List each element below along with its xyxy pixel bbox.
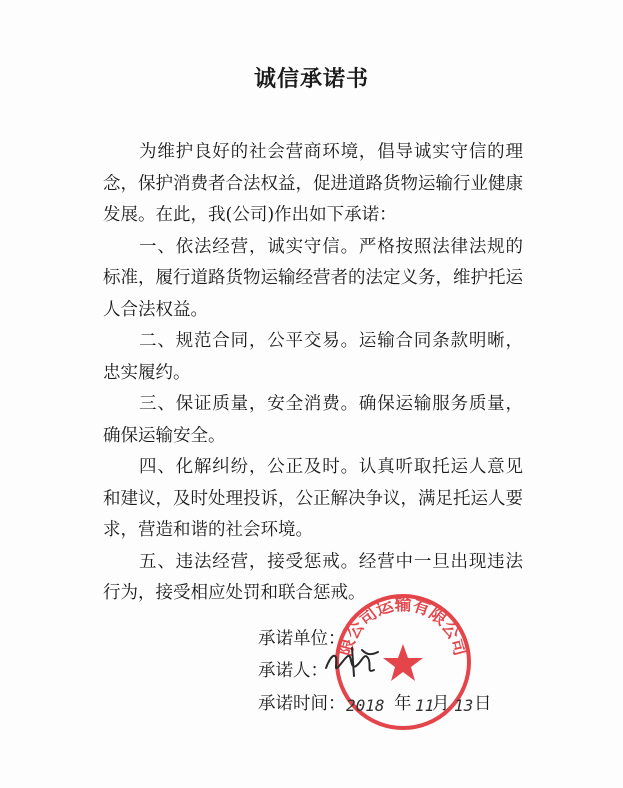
date-year: 2018 <box>346 696 385 715</box>
date-month: 11 <box>415 696 435 715</box>
document-title: 诚信承诺书 <box>253 67 369 92</box>
date-year-char: 年 <box>394 694 412 714</box>
date-month-char: 月 <box>432 694 450 714</box>
paragraph-item-1: 一、依法经营，诚实守信。严格按照法律法规的标准，履行道路货物运输经营者的法定义务，维护托运人合法权益。 <box>103 236 523 320</box>
seal-text: 限公司运输有限公司 <box>336 595 470 659</box>
time-label: 承诺时间： <box>258 694 346 714</box>
date-day-char: 日 <box>474 694 492 714</box>
paragraph-intro: 为维护良好的社会营商环境，倡导诚实守信的理念，保护消费者合法权益，促进道路货物运输行业健康发展。在此，我(公司)作出如下承诺： <box>103 142 523 225</box>
signature-person-line <box>258 659 328 683</box>
paragraph-item-4: 四、化解纠纷，公正及时。认真听取托运人意见和建议，及时处理投诉，公正解决争议，满足托运人要求，营造和谐的社会环境。 <box>103 457 523 540</box>
unit-label: 承诺单位： <box>258 629 346 649</box>
paragraph-item-5: 五、违法经营，接受惩戒。经营中一旦出现违法行为，接受相应处罚和联合惩戒。 <box>103 551 523 603</box>
paragraph-item-3: 三、保证质量，安全消费。确保运输服务质量，确保运输安全。 <box>103 394 523 446</box>
person-label: 承诺人： <box>258 661 328 681</box>
handwritten-signature-icon <box>322 644 382 680</box>
paragraph-item-2: 二、规范合同，公平交易。运输合同条款明晰，忠实履约。 <box>103 331 523 383</box>
signature-date-line <box>258 692 492 716</box>
document-body <box>103 137 523 610</box>
date-day: 13 <box>454 696 474 715</box>
